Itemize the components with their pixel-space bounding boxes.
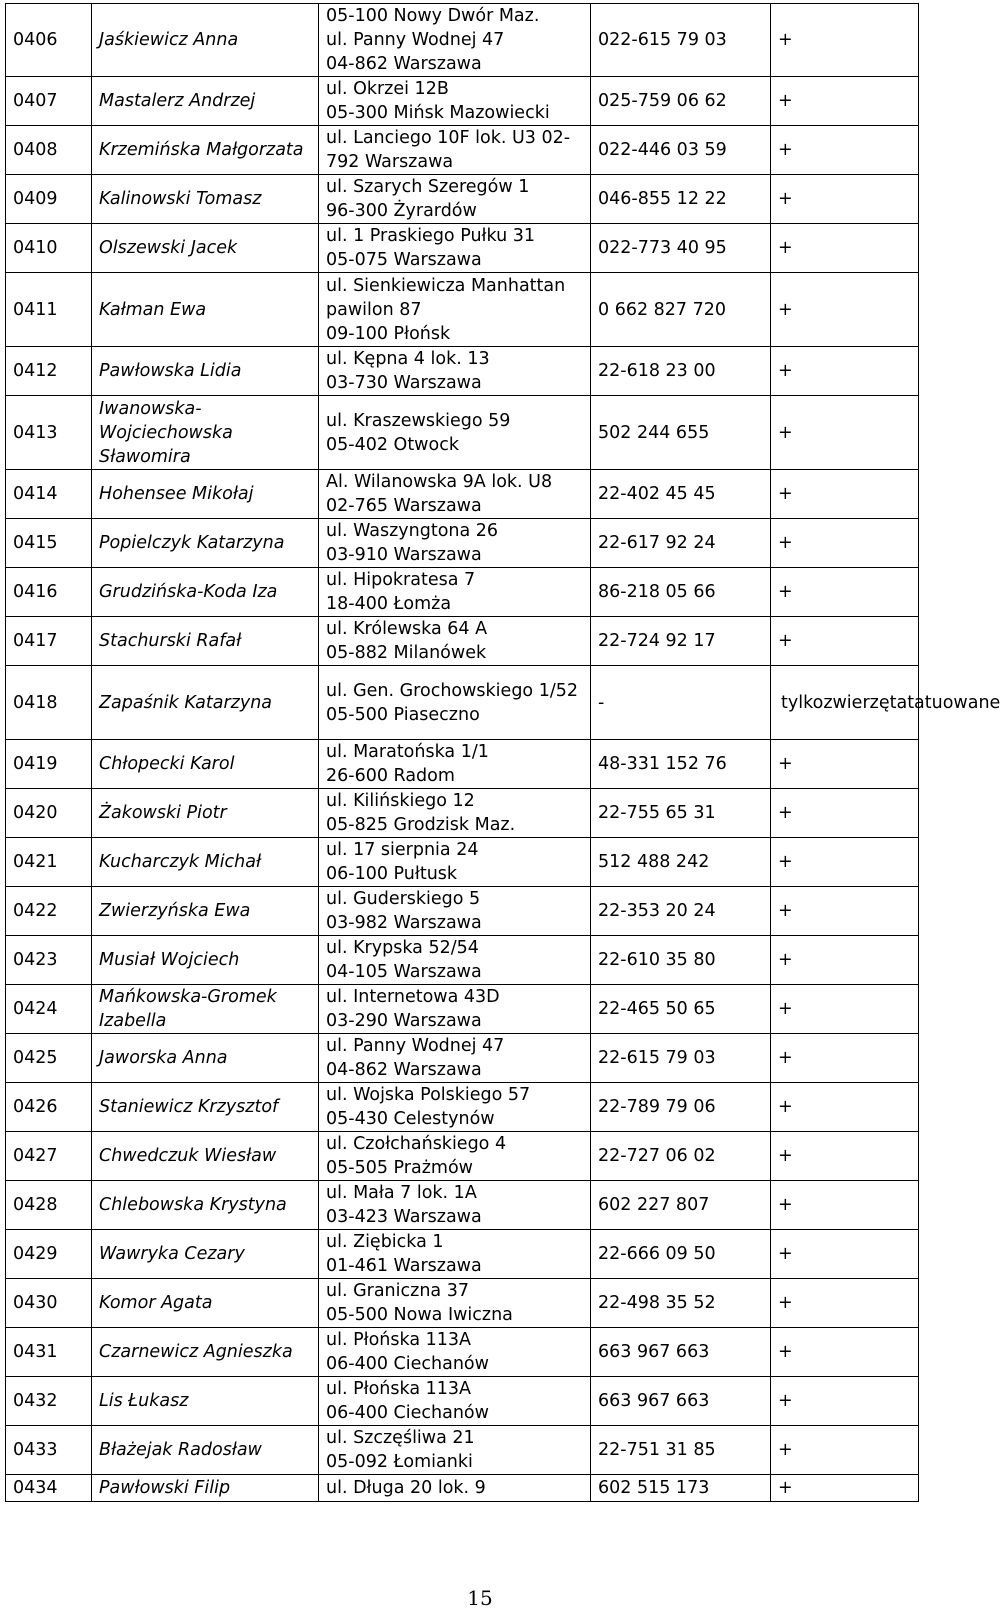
address: [319, 1230, 591, 1279]
flag-line: +: [778, 1440, 793, 1460]
address: [319, 470, 591, 519]
table-row: [6, 568, 919, 617]
owner-name: [92, 347, 319, 396]
phone-number: 0 662 827 720: [591, 273, 771, 347]
phone-number: -: [591, 666, 771, 740]
table-row: [6, 1181, 919, 1230]
phone-number: 025-759 06 62: [591, 77, 771, 126]
owner-name: [92, 1181, 319, 1230]
addr-line: 03-982 Warszawa: [326, 913, 482, 933]
status-flag: [771, 1475, 919, 1502]
phone-number: 022-773 40 95: [591, 224, 771, 273]
flag-line: +: [778, 1342, 793, 1362]
owner-name: [92, 789, 319, 838]
table-row: [6, 519, 919, 568]
table-row: [6, 1279, 919, 1328]
status-flag: [771, 666, 1000, 740]
owner-name: [92, 568, 319, 617]
name-line: Iwanowska-: [99, 398, 202, 419]
name-line: Chwedczuk Wiesław: [99, 1146, 277, 1166]
address: [319, 887, 591, 936]
address: [319, 1034, 591, 1083]
flag-line: +: [778, 803, 793, 823]
flag-line: +: [778, 299, 793, 320]
table-row: [6, 887, 919, 936]
address: [319, 568, 591, 617]
addr-line: 06-100 Pułtusk: [326, 864, 458, 884]
registry-table: [5, 3, 1000, 1502]
addr-line: 09-100 Płońsk: [326, 323, 451, 344]
name-line: Pawłowska Lidia: [99, 361, 242, 381]
phone-number: 663 967 663: [591, 1377, 771, 1426]
table-row: [6, 396, 919, 470]
owner-name: [92, 1377, 319, 1426]
addr-line: 04-862 Warszawa: [326, 54, 482, 74]
entry-number: 0421: [6, 838, 92, 887]
flag-line: +: [778, 484, 793, 504]
entry-number: 0413: [6, 396, 92, 470]
entry-number: 0429: [6, 1230, 92, 1279]
flag-line: +: [778, 631, 793, 651]
name-line: Zapaśnik Katarzyna: [99, 692, 273, 713]
address: [319, 126, 591, 175]
phone-number: 512 488 242: [591, 838, 771, 887]
flag-line: +: [778, 852, 793, 872]
flag-line: +: [778, 582, 793, 602]
flag-line: +: [778, 30, 793, 50]
name-line: Chlebowska Krystyna: [99, 1195, 287, 1215]
addr-line: 05-100 Nowy Dwór Maz.: [326, 6, 540, 26]
entry-number: 0407: [6, 77, 92, 126]
name-line: Staniewicz Krzysztof: [99, 1097, 279, 1117]
table-row: [6, 617, 919, 666]
owner-name: [92, 1475, 319, 1502]
flag-line: +: [778, 361, 793, 381]
status-flag: [771, 396, 919, 470]
phone-number: 046-855 12 22: [591, 175, 771, 224]
address: [319, 985, 591, 1034]
phone-number: 22-618 23 00: [591, 347, 771, 396]
address: [319, 838, 591, 887]
owner-name: [92, 1132, 319, 1181]
owner-name: [92, 1083, 319, 1132]
status-flag: [771, 789, 919, 838]
status-flag: [771, 519, 919, 568]
flag-line: +: [778, 999, 793, 1019]
table-row: [6, 347, 919, 396]
table-row: [6, 126, 919, 175]
address: [319, 1083, 591, 1132]
status-flag: [771, 568, 919, 617]
owner-name: [92, 1279, 319, 1328]
address: [319, 1132, 591, 1181]
table-row: [6, 1034, 919, 1083]
addr-line: 06-400 Ciechanów: [326, 1403, 489, 1423]
phone-number: 22-465 50 65: [591, 985, 771, 1034]
page-number: 15: [467, 1586, 493, 1610]
addr-line: ul. Okrzei 12B: [326, 79, 449, 99]
addr-line: ul. Długa 20 lok. 9: [326, 1478, 486, 1498]
flag-line: tylko: [781, 692, 824, 713]
owner-name: [92, 838, 319, 887]
flag-line: +: [778, 238, 793, 258]
flag-line: +: [778, 1293, 793, 1313]
phone-number: 022-615 79 03: [591, 4, 771, 77]
owner-name: [92, 985, 319, 1034]
address: [319, 666, 591, 740]
flag-line: zwierzęta: [823, 692, 908, 713]
addr-line: 05-092 Łomianki: [326, 1452, 473, 1472]
table-row: [6, 936, 919, 985]
owner-name: [92, 1328, 319, 1377]
addr-line: ul. Panny Wodnej 47: [326, 30, 505, 50]
flag-line: +: [778, 422, 793, 443]
addr-line: ul. Lanciego 10F lok. U3 02-: [326, 128, 571, 148]
addr-line: ul. Guderskiego 5: [326, 889, 481, 909]
entry-number: 0420: [6, 789, 92, 838]
owner-name: [92, 740, 319, 789]
addr-line: 05-882 Milanówek: [326, 643, 487, 663]
flag-line: +: [778, 140, 793, 160]
addr-line: ul. Mała 7 lok. 1A: [326, 1183, 477, 1203]
entry-number: 0426: [6, 1083, 92, 1132]
addr-line: 04-862 Warszawa: [326, 1060, 482, 1080]
addr-line: ul. Krypska 52/54: [326, 938, 479, 958]
status-flag: [771, 887, 919, 936]
table-row: [6, 4, 919, 77]
address: [319, 224, 591, 273]
addr-line: ul. Szczęśliwa 21: [326, 1428, 475, 1448]
flag-line: +: [778, 1048, 793, 1068]
status-flag: [771, 1377, 919, 1426]
entry-number: 0432: [6, 1377, 92, 1426]
addr-line: ul. Graniczna 37: [326, 1281, 469, 1301]
status-flag: [771, 224, 919, 273]
addr-line: ul. Płońska 113A: [326, 1330, 472, 1350]
status-flag: [771, 273, 919, 347]
owner-name: [92, 175, 319, 224]
phone-number: 22-610 35 80: [591, 936, 771, 985]
address: [319, 936, 591, 985]
name-line: Mańkowska-Gromek: [99, 987, 277, 1007]
address: [319, 1279, 591, 1328]
name-line: Sławomira: [99, 446, 191, 467]
table-row: [6, 666, 919, 740]
name-line: Pawłowski Filip: [99, 1478, 231, 1498]
phone-number: 22-727 06 02: [591, 1132, 771, 1181]
status-flag: [771, 1426, 919, 1475]
owner-name: [92, 126, 319, 175]
address: [319, 740, 591, 789]
addr-line: ul. Królewska 64 A: [326, 619, 488, 639]
status-flag: [771, 126, 919, 175]
flag-line: +: [778, 901, 793, 921]
name-line: Hohensee Mikołaj: [99, 484, 254, 504]
address: [319, 273, 591, 347]
status-flag: [771, 1083, 919, 1132]
status-flag: [771, 77, 919, 126]
name-line: Musiał Wojciech: [99, 950, 240, 970]
flag-line: +: [778, 1146, 793, 1166]
addr-line: ul. Sienkiewicza Manhattan: [326, 275, 566, 296]
table-row: [6, 1426, 919, 1475]
phone-number: 86-218 05 66: [591, 568, 771, 617]
owner-name: [92, 617, 319, 666]
address: [319, 519, 591, 568]
entry-number: 0433: [6, 1426, 92, 1475]
phone-number: 22-724 92 17: [591, 617, 771, 666]
table-row: [6, 1132, 919, 1181]
flag-line: +: [778, 1244, 793, 1264]
addr-line: ul. Kilińskiego 12: [326, 791, 475, 811]
entry-number: 0415: [6, 519, 92, 568]
addr-line: 792 Warszawa: [326, 152, 454, 172]
status-flag: [771, 4, 919, 77]
name-line: Wojciechowska: [99, 422, 233, 443]
owner-name: [92, 224, 319, 273]
owner-name: [92, 1034, 319, 1083]
address: [319, 617, 591, 666]
entry-number: 0427: [6, 1132, 92, 1181]
flag-line: +: [778, 1097, 793, 1117]
table-row: [6, 1083, 919, 1132]
phone-number: 22-751 31 85: [591, 1426, 771, 1475]
address: [319, 789, 591, 838]
name-line: Popielczyk Katarzyna: [99, 533, 285, 553]
entry-number: 0430: [6, 1279, 92, 1328]
entry-number: 0417: [6, 617, 92, 666]
addr-line: 05-430 Celestynów: [326, 1109, 495, 1129]
status-flag: [771, 175, 919, 224]
addr-line: 03-730 Warszawa: [326, 373, 482, 393]
entry-number: 0428: [6, 1181, 92, 1230]
addr-line: ul. Internetowa 43D: [326, 987, 500, 1007]
status-flag: [771, 936, 919, 985]
status-flag: [771, 1034, 919, 1083]
addr-line: 26-600 Radom: [326, 766, 455, 786]
table-row: [6, 1328, 919, 1377]
owner-name: [92, 519, 319, 568]
table-row: [6, 470, 919, 519]
phone-number: 22-755 65 31: [591, 789, 771, 838]
addr-line: ul. Płońska 113A: [326, 1379, 472, 1399]
addr-line: ul. Waszyngtona 26: [326, 521, 499, 541]
addr-line: ul. Szarych Szeregów 1: [326, 177, 530, 197]
name-line: Grudzińska-Koda Iza: [99, 582, 278, 602]
address: [319, 1475, 591, 1502]
status-flag: [771, 1132, 919, 1181]
phone-number: 48-331 152 76: [591, 740, 771, 789]
flag-line: +: [778, 533, 793, 553]
status-flag: [771, 1279, 919, 1328]
name-line: Żakowski Piotr: [99, 803, 227, 823]
addr-line: 06-400 Ciechanów: [326, 1354, 489, 1374]
addr-line: 01-461 Warszawa: [326, 1256, 482, 1276]
phone-number: 22-498 35 52: [591, 1279, 771, 1328]
flag-line: +: [778, 950, 793, 970]
entry-number: 0406: [6, 4, 92, 77]
phone-number: 602 227 807: [591, 1181, 771, 1230]
entry-number: 0410: [6, 224, 92, 273]
phone-number: 22-615 79 03: [591, 1034, 771, 1083]
status-flag: [771, 740, 919, 789]
address: [319, 1377, 591, 1426]
entry-number: 0408: [6, 126, 92, 175]
name-line: Czarnewicz Agnieszka: [99, 1342, 293, 1362]
addr-line: ul. Kraszewskiego 59: [326, 410, 511, 431]
addr-line: 18-400 Łomża: [326, 594, 452, 614]
name-line: Chłopecki Karol: [99, 754, 235, 774]
addr-line: 02-765 Warszawa: [326, 496, 482, 516]
name-line: Kalinowski Tomasz: [99, 189, 262, 209]
name-line: Jaśkiewicz Anna: [99, 30, 239, 50]
phone-number: 502 244 655: [591, 396, 771, 470]
phone-number: 22-789 79 06: [591, 1083, 771, 1132]
phone-number: 22-353 20 24: [591, 887, 771, 936]
addr-line: ul. Czołchańskiego 4: [326, 1134, 507, 1154]
table-row: [6, 985, 919, 1034]
address: [319, 4, 591, 77]
flag-line: +: [778, 189, 793, 209]
owner-name: [92, 1426, 319, 1475]
entry-number: 0411: [6, 273, 92, 347]
name-line: Zwierzyńska Ewa: [99, 901, 251, 921]
owner-name: [92, 936, 319, 985]
addr-line: 04-105 Warszawa: [326, 962, 482, 982]
addr-line: ul. Maratońska 1/1: [326, 742, 489, 762]
address: [319, 1426, 591, 1475]
addr-line: ul. 17 sierpnia 24: [326, 840, 479, 860]
address: [319, 175, 591, 224]
status-flag: [771, 1230, 919, 1279]
status-flag: [771, 347, 919, 396]
addr-line: ul. Panny Wodnej 47: [326, 1036, 505, 1056]
address: [319, 396, 591, 470]
owner-name: [92, 1230, 319, 1279]
address: [319, 1181, 591, 1230]
owner-name: [92, 470, 319, 519]
owner-name: [92, 4, 319, 77]
owner-name: [92, 77, 319, 126]
table-row: [6, 273, 919, 347]
table-row: [6, 838, 919, 887]
phone-number: 602 515 173: [591, 1475, 771, 1502]
name-line: Wawryka Cezary: [99, 1244, 245, 1264]
flag-line: +: [778, 754, 793, 774]
addr-line: 03-290 Warszawa: [326, 1011, 482, 1031]
name-line: Olszewski Jacek: [99, 238, 238, 258]
flag-line: +: [778, 1195, 793, 1215]
addr-line: 03-423 Warszawa: [326, 1207, 482, 1227]
name-line: Kucharczyk Michał: [99, 852, 262, 872]
entry-number: 0412: [6, 347, 92, 396]
addr-line: ul. Kępna 4 lok. 13: [326, 349, 490, 369]
status-flag: [771, 985, 919, 1034]
entry-number: 0431: [6, 1328, 92, 1377]
registry-table-body: [6, 4, 1000, 1502]
entry-number: 0422: [6, 887, 92, 936]
name-line: Kałman Ewa: [99, 299, 207, 320]
entry-number: 0418: [6, 666, 92, 740]
entry-number: 0424: [6, 985, 92, 1034]
table-row: [6, 224, 919, 273]
addr-line: ul. 1 Praskiego Pułku 31: [326, 226, 536, 246]
addr-line: ul. Gen. Grochowskiego 1/52: [326, 680, 578, 701]
phone-number: 22-617 92 24: [591, 519, 771, 568]
name-line: Jaworska Anna: [99, 1048, 228, 1068]
phone-number: 022-446 03 59: [591, 126, 771, 175]
phone-number: 663 967 663: [591, 1328, 771, 1377]
entry-number: 0425: [6, 1034, 92, 1083]
status-flag: [771, 1181, 919, 1230]
addr-line: 05-075 Warszawa: [326, 250, 482, 270]
address: [319, 1328, 591, 1377]
entry-number: 0414: [6, 470, 92, 519]
addr-line: 05-500 Piaseczno: [326, 704, 480, 725]
entry-number: 0416: [6, 568, 92, 617]
name-line: Izabella: [99, 1011, 167, 1031]
name-line: Mastalerz Andrzej: [99, 91, 256, 111]
name-line: Błażejak Radosław: [99, 1440, 262, 1460]
addr-line: 05-505 Prażmów: [326, 1158, 473, 1178]
addr-line: 05-402 Otwock: [326, 434, 459, 455]
owner-name: [92, 887, 319, 936]
addr-line: 03-910 Warszawa: [326, 545, 482, 565]
entry-number: 0409: [6, 175, 92, 224]
addr-line: ul. Ziębicka 1: [326, 1232, 444, 1252]
status-flag: [771, 1328, 919, 1377]
owner-name: [92, 396, 319, 470]
table-row: [6, 1475, 919, 1502]
table-row: [6, 1230, 919, 1279]
name-line: Krzemińska Małgorzata: [99, 140, 304, 160]
flag-line: +: [778, 1391, 793, 1411]
table-row: [6, 740, 919, 789]
flag-line: tatuowane: [907, 692, 1000, 713]
addr-line: pawilon 87: [326, 299, 422, 320]
address: [319, 347, 591, 396]
entry-number: 0419: [6, 740, 92, 789]
phone-number: 22-666 09 50: [591, 1230, 771, 1279]
name-line: Stachurski Rafał: [99, 631, 242, 651]
addr-line: 05-300 Mińsk Mazowiecki: [326, 103, 550, 123]
owner-name: [92, 273, 319, 347]
addr-line: ul. Wojska Polskiego 57: [326, 1085, 531, 1105]
addr-line: ul. Hipokratesa 7: [326, 570, 476, 590]
table-row: [6, 1377, 919, 1426]
table-row: [6, 77, 919, 126]
owner-name: [92, 666, 319, 740]
name-line: Lis Łukasz: [99, 1391, 189, 1411]
address: [319, 77, 591, 126]
entry-number: 0434: [6, 1475, 92, 1502]
addr-line: 96-300 Żyrardów: [326, 201, 477, 221]
flag-line: +: [778, 1478, 793, 1498]
addr-line: Al. Wilanowska 9A lok. U8: [326, 472, 553, 492]
status-flag: [771, 838, 919, 887]
table-row: [6, 175, 919, 224]
addr-line: 05-825 Grodzisk Maz.: [326, 815, 516, 835]
name-line: Komor Agata: [99, 1293, 213, 1313]
status-flag: [771, 617, 919, 666]
flag-line: +: [778, 91, 793, 111]
phone-number: 22-402 45 45: [591, 470, 771, 519]
status-flag: [771, 470, 919, 519]
table-row: [6, 789, 919, 838]
addr-line: 05-500 Nowa Iwiczna: [326, 1305, 513, 1325]
entry-number: 0423: [6, 936, 92, 985]
